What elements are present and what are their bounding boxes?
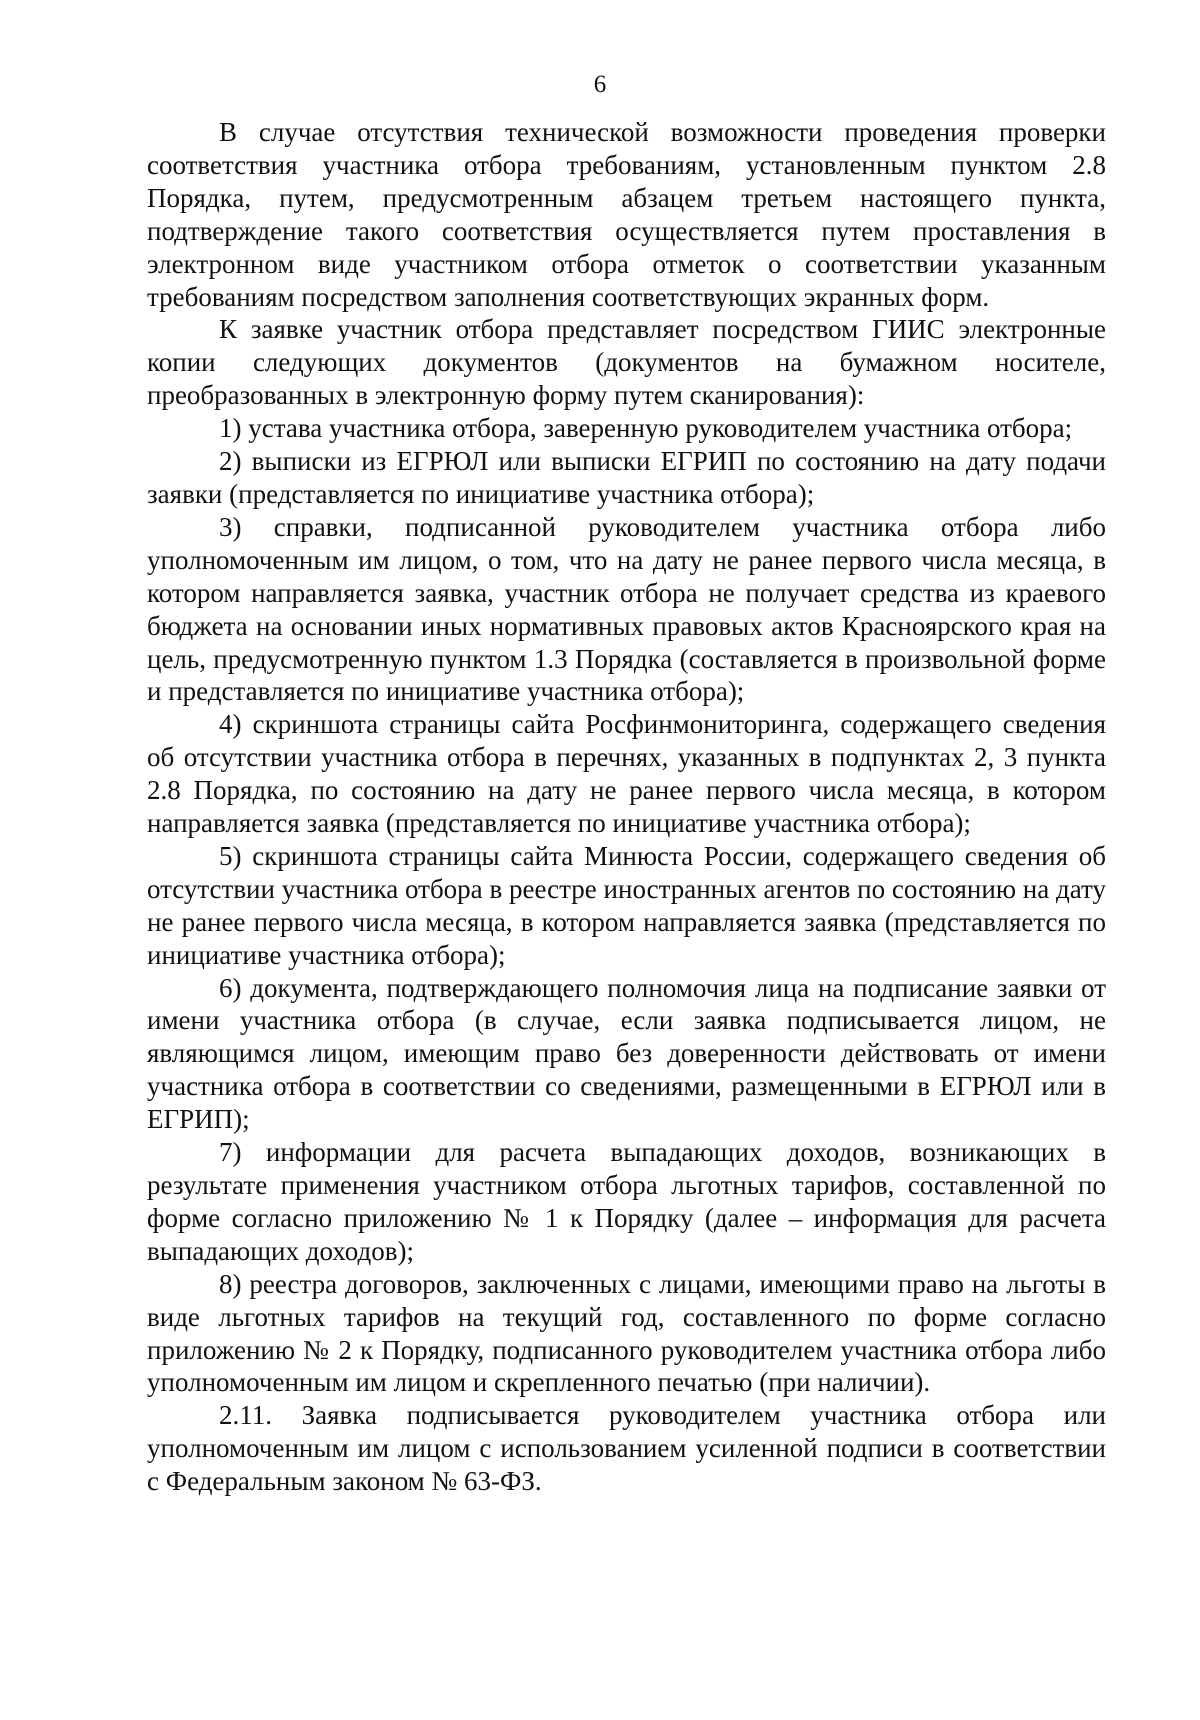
list-item-6: 6) документа, подтверждающего полномочия лица на подписание заявки от имени участника отбора (в случае, если заявка подписывается лицом, не являющимся лицом, имеющим право без доверенности действовать от имени участника отбора в соответствии со сведениями, размещенными в ЕГРЮЛ или в ЕГРИП);	[147, 972, 1106, 1135]
page-number: 6	[593, 71, 607, 98]
paragraph-documents-intro: К заявке участник отбора представляет посредством ГИИС электронные копии следующих документов (документов на бумажном носителе, преобразованных в электронную форму путем сканирования):	[147, 314, 1106, 411]
list-item-1: 1) устава участника отбора, заверенную руководителем участника отбора;	[219, 413, 1073, 444]
list-item-3: 3) справки, подписанной руководителем участника отбора либо уполномоченным им лицом, о том, что на дату не ранее первого числа месяца, в котором направляется заявка, участник отбора не получает средства из краевого бюджета на основании иных нормативных правовых актов Красноярского края на цель, предусмотренную пунктом 1.3 Порядка (составляется в произвольной форме и представляется по инициативе участника отбора);	[147, 511, 1106, 707]
list-item-5: 5) скриншота страницы сайта Минюста России, содержащего сведения об отсутствии участника отбора в реестре иностранных агентов по состоянию на дату не ранее первого числа месяца, в котором направляется заявка (представляется по инициативе участника отбора);	[147, 840, 1106, 970]
paragraph-2-11: 2.11. Заявка подписывается руководителем участника отбора или уполномоченным им лицом с использованием усиленной подписи в соответствии с Федеральным законом № 63-ФЗ.	[147, 1400, 1106, 1497]
list-item-7: 7) информации для расчета выпадающих доходов, возникающих в результате применения участником отбора льготных тарифов, составленной по форме согласно приложению № 1 к Порядку (далее – информация для расчета выпадающих доходов);	[147, 1137, 1106, 1266]
list-item-8: 8) реестра договоров, заключенных с лицами, имеющими право на льготы в виде льготных тарифов на текущий год, составленного по форме согласно приложению № 2 к Порядку, подписанного руководителем участника отбора либо уполномоченным им лицом и скрепленного печатью (при наличии).	[147, 1268, 1106, 1398]
paragraph-verification: В случае отсутствия технической возможности проведения проверки соответствия участника отбора требованиям, установленным пунктом 2.8 Порядка, путем, предусмотренным абзацем третьем настоящего пункта, подтверждение такого соответствия осуществляется путем проставления в электронном виде участником отбора отметок о соответствии указанным требованиям посредством заполнения соответствующих экранных форм.	[147, 117, 1106, 312]
document-body	[147, 116, 1106, 1498]
list-item-2: 2) выписки из ЕГРЮЛ или выписки ЕГРИП по состоянию на дату подачи заявки (представляется по инициативе участника отбора);	[147, 446, 1106, 509]
list-item-4: 4) скриншота страницы сайта Росфинмониторинга, содержащего сведения об отсутствии участника отбора в перечнях, указанных в подпунктах 2, 3 пункта 2.8 Порядка, по состоянию на дату не ранее первого числа месяца, в котором направляется заявка (представляется по инициативе участника отбора);	[147, 709, 1106, 839]
